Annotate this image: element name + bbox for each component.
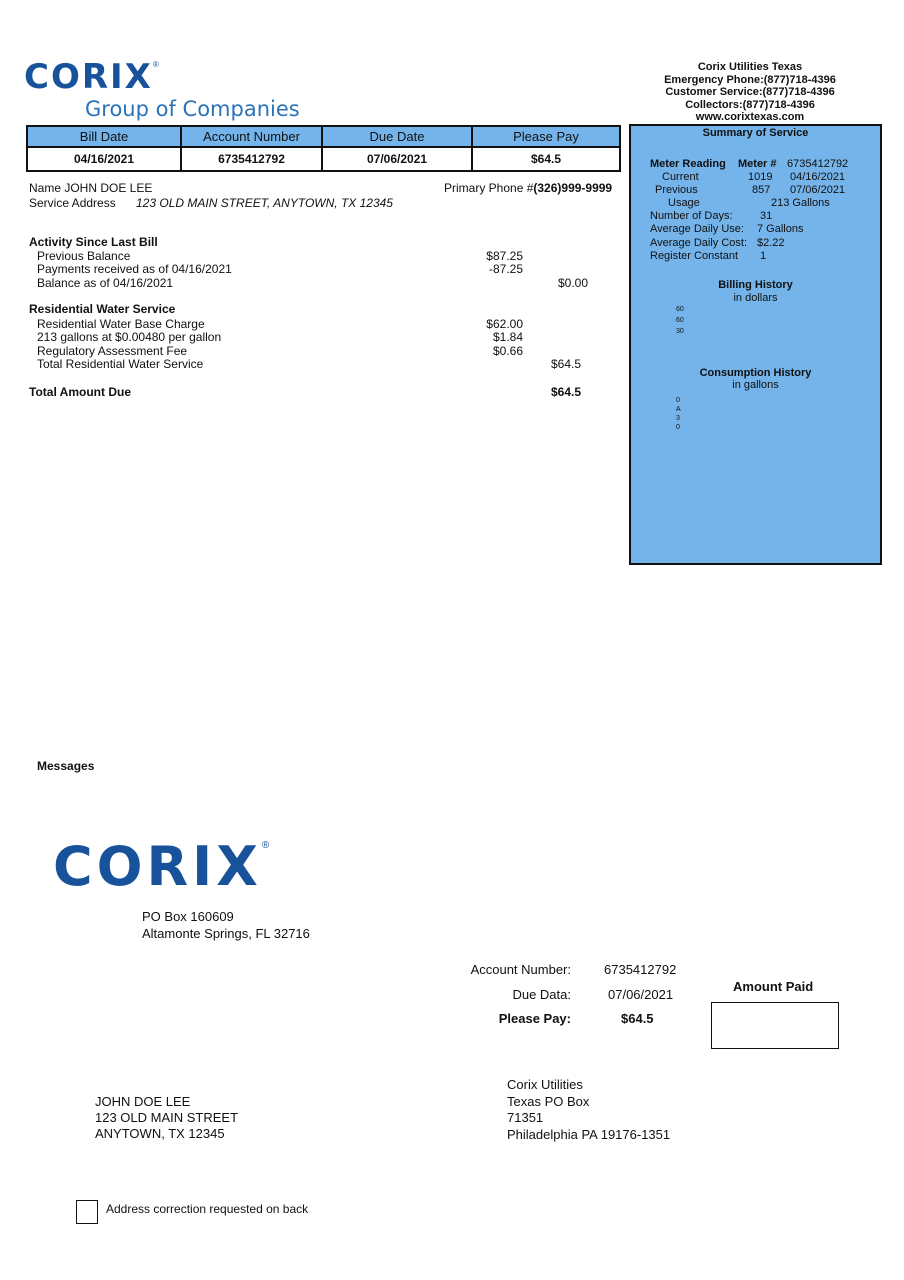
meter-reading-label: Meter Reading: [650, 158, 726, 170]
stub-please-pay-label: Please Pay:: [498, 1011, 571, 1026]
previous-balance-label: Previous Balance: [37, 249, 131, 263]
billing-history-tick: 60: [676, 317, 684, 324]
bill-header-row: [27, 126, 620, 147]
balance-label: Balance as of 04/16/2021: [37, 276, 174, 290]
due-date-value: 07/06/2021: [322, 147, 472, 171]
usage-value: 213 Gallons: [771, 197, 830, 209]
account-number-value: 6735412792: [181, 147, 322, 171]
primary-phone-value: (326)999-9999: [533, 181, 613, 195]
regulatory-fee-label: Regulatory Assessment Fee: [37, 344, 188, 358]
mailing-street: 123 OLD MAIN STREET: [95, 1110, 239, 1125]
consumption-history-tick: 0: [676, 397, 680, 404]
primary-phone-label: Primary Phone #: [444, 181, 534, 195]
bill-date-header: Bill Date: [27, 126, 181, 147]
stub-please-pay-value: $64.5: [621, 1011, 654, 1026]
bill-date-value: 04/16/2021: [27, 147, 181, 171]
meter-number-label: Meter #: [738, 158, 777, 170]
avg-daily-use-value: 7 Gallons: [757, 223, 804, 235]
mailing-name: JOHN DOE LEE: [95, 1094, 191, 1109]
previous-balance-value: $87.25: [486, 249, 523, 263]
please-pay-header: Please Pay: [472, 126, 620, 147]
registered-mark-icon: ®: [152, 60, 159, 69]
consumption-history-tick: A: [676, 406, 681, 413]
consumption-history-title: Consumption History: [699, 367, 812, 379]
stub-account-label: Account Number:: [470, 962, 571, 977]
customer-service-phone: Customer Service:(877)718-4396: [665, 86, 835, 98]
payee-line-3: 71351: [507, 1110, 544, 1125]
usage-label: Usage: [668, 197, 700, 209]
water-total-label: Total Residential Water Service: [37, 357, 204, 371]
previous-reading: 857: [752, 184, 771, 196]
due-date-header: Due Date: [322, 126, 472, 147]
activity-title: Activity Since Last Bill: [29, 235, 158, 249]
days-label: Number of Days:: [650, 210, 733, 222]
summary-of-service-panel: [629, 124, 882, 565]
billing-history-tick: 60: [676, 306, 684, 313]
register-constant-label: Register Constant: [650, 250, 739, 262]
service-address-label: Service Address: [29, 196, 116, 210]
previous-date: 07/06/2021: [790, 184, 846, 196]
service-address: 123 OLD MAIN STREET, ANYTOWN, TX 12345: [136, 196, 393, 210]
remit-po-box: PO Box 160609: [142, 909, 234, 924]
billing-history-title: Billing History: [718, 279, 793, 291]
usage-charge-value: $1.84: [492, 330, 523, 344]
logo-wordmark-large: CORIX: [53, 835, 262, 898]
stub-due-value: 07/06/2021: [608, 987, 674, 1002]
emergency-phone: Emergency Phone:(877)718-4396: [664, 73, 836, 86]
total-due-label: Total Amount Due: [29, 385, 131, 399]
avg-daily-cost-label: Average Daily Cost:: [650, 237, 748, 249]
address-correction-checkbox[interactable]: [76, 1200, 98, 1224]
mailing-city: ANYTOWN, TX 12345: [95, 1126, 225, 1141]
address-correction-label: Address correction requested on back: [106, 1202, 309, 1216]
account-number-header: Account Number: [181, 126, 322, 147]
meter-number-value: 6735412792: [787, 158, 849, 170]
current-reading: 1019: [748, 171, 773, 183]
amount-paid-box[interactable]: [711, 1002, 839, 1049]
previous-label: Previous: [655, 184, 698, 196]
registered-mark-icon: ®: [261, 840, 270, 851]
usage-charge-label: 213 gallons at $0.00480 per gallon: [37, 330, 222, 344]
messages-label: Messages: [37, 759, 95, 773]
avg-daily-use-label: Average Daily Use:: [650, 223, 744, 235]
primary-phone: [444, 181, 612, 195]
current-label: Current: [662, 171, 699, 183]
total-due-value: $64.5: [550, 385, 581, 399]
stub-account-value: 6735412792: [604, 962, 677, 977]
consumption-history-tick: 3: [676, 415, 680, 422]
stub-due-label: Due Data:: [512, 987, 571, 1002]
logo-wordmark: CORIX: [24, 57, 153, 97]
payee-line-1: Corix Utilities: [507, 1077, 583, 1092]
company-name: Corix Utilities Texas: [697, 61, 803, 73]
corix-logo-large: [53, 835, 270, 898]
base-charge-value: $62.00: [486, 317, 523, 331]
avg-daily-cost-value: $2.22: [757, 237, 785, 249]
billing-history-subtitle: in dollars: [733, 292, 778, 304]
mailing-address: [95, 1094, 238, 1142]
please-pay-value: $64.5: [472, 147, 620, 171]
regulatory-fee-value: $0.66: [492, 344, 523, 358]
company-info: [640, 61, 860, 124]
collectors-phone: Collectors:(877)718-4396: [685, 98, 815, 111]
consumption-history-subtitle: in gallons: [732, 379, 779, 391]
payee-line-4: Philadelphia PA 19176-1351: [507, 1126, 671, 1142]
payments-label: Payments received as of 04/16/2021: [37, 262, 232, 276]
current-date: 04/16/2021: [790, 171, 846, 183]
payee-line-2: Texas PO Box: [507, 1093, 590, 1109]
register-constant-value: 1: [760, 250, 767, 262]
amount-paid-label: Amount Paid: [733, 979, 814, 994]
water-total-value: $64.5: [550, 357, 581, 371]
company-website[interactable]: www.corixtexas.com: [695, 111, 805, 123]
remit-city: Altamonte Springs, FL 32716: [142, 926, 310, 941]
base-charge-label: Residential Water Base Charge: [37, 317, 205, 331]
bill-value-row: [27, 147, 620, 171]
payee-address: [507, 1077, 670, 1143]
bill-header-table: [26, 125, 621, 172]
consumption-history-tick: 0: [676, 424, 680, 431]
balance-value: $0.00: [557, 276, 588, 290]
payments-value: -87.25: [488, 262, 523, 276]
water-service-title: Residential Water Service: [29, 302, 176, 316]
days-value: 31: [760, 210, 773, 222]
summary-title: Summary of Service: [702, 127, 809, 139]
billing-history-tick: 30: [676, 328, 684, 335]
logo-group-text: Group of Companies: [85, 97, 300, 121]
corix-logo: [24, 57, 159, 97]
customer-name: Name JOHN DOE LEE: [29, 181, 153, 195]
